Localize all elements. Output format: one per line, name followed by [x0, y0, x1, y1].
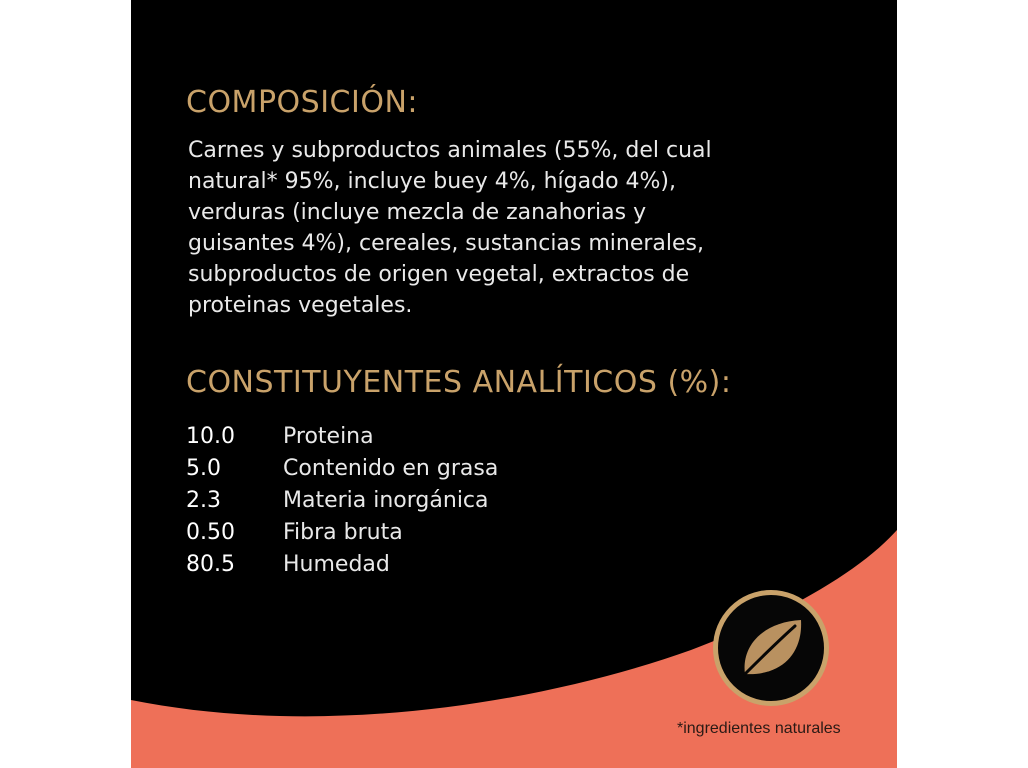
row-value: 80.5: [186, 551, 235, 577]
composition-line: proteinas vegetales.: [188, 293, 413, 318]
row-value: 2.3: [186, 487, 221, 513]
composition-line: Carnes y subproductos animales (55%, del cual: [188, 138, 712, 163]
natural-ingredients-badge: [711, 588, 831, 708]
row-label: Proteina: [283, 423, 374, 449]
analytical-row: [186, 420, 498, 452]
analytical-row: [186, 484, 498, 516]
composition-line: guisantes 4%), cereales, sustancias minerales,: [188, 231, 705, 256]
row-value: 10.0: [186, 423, 235, 449]
row-label: Humedad: [283, 551, 390, 577]
row-value: 5.0: [186, 455, 221, 481]
composition-line: natural* 95%, incluye buey 4%, hígado 4%),: [188, 169, 677, 194]
row-label: Materia inorgánica: [283, 487, 489, 513]
analytical-table: [186, 420, 498, 580]
footnote: *ingredientes naturales: [677, 720, 841, 737]
analytical-row: [186, 452, 498, 484]
analytical-heading: CONSTITUYENTES ANALÍTICOS (%):: [186, 365, 732, 400]
analytical-row: [186, 516, 498, 548]
composition-text: [188, 135, 798, 321]
composition-line: verduras (incluye mezcla de zanahorias y: [188, 200, 647, 225]
row-value: 0.50: [186, 519, 235, 545]
composition-heading: COMPOSICIÓN:: [186, 85, 418, 120]
analytical-row: [186, 548, 498, 580]
label-panel: [131, 0, 897, 768]
row-label: Fibra bruta: [283, 519, 403, 545]
composition-line: subproductos de origen vegetal, extractos de: [188, 262, 690, 287]
row-label: Contenido en grasa: [283, 455, 499, 481]
